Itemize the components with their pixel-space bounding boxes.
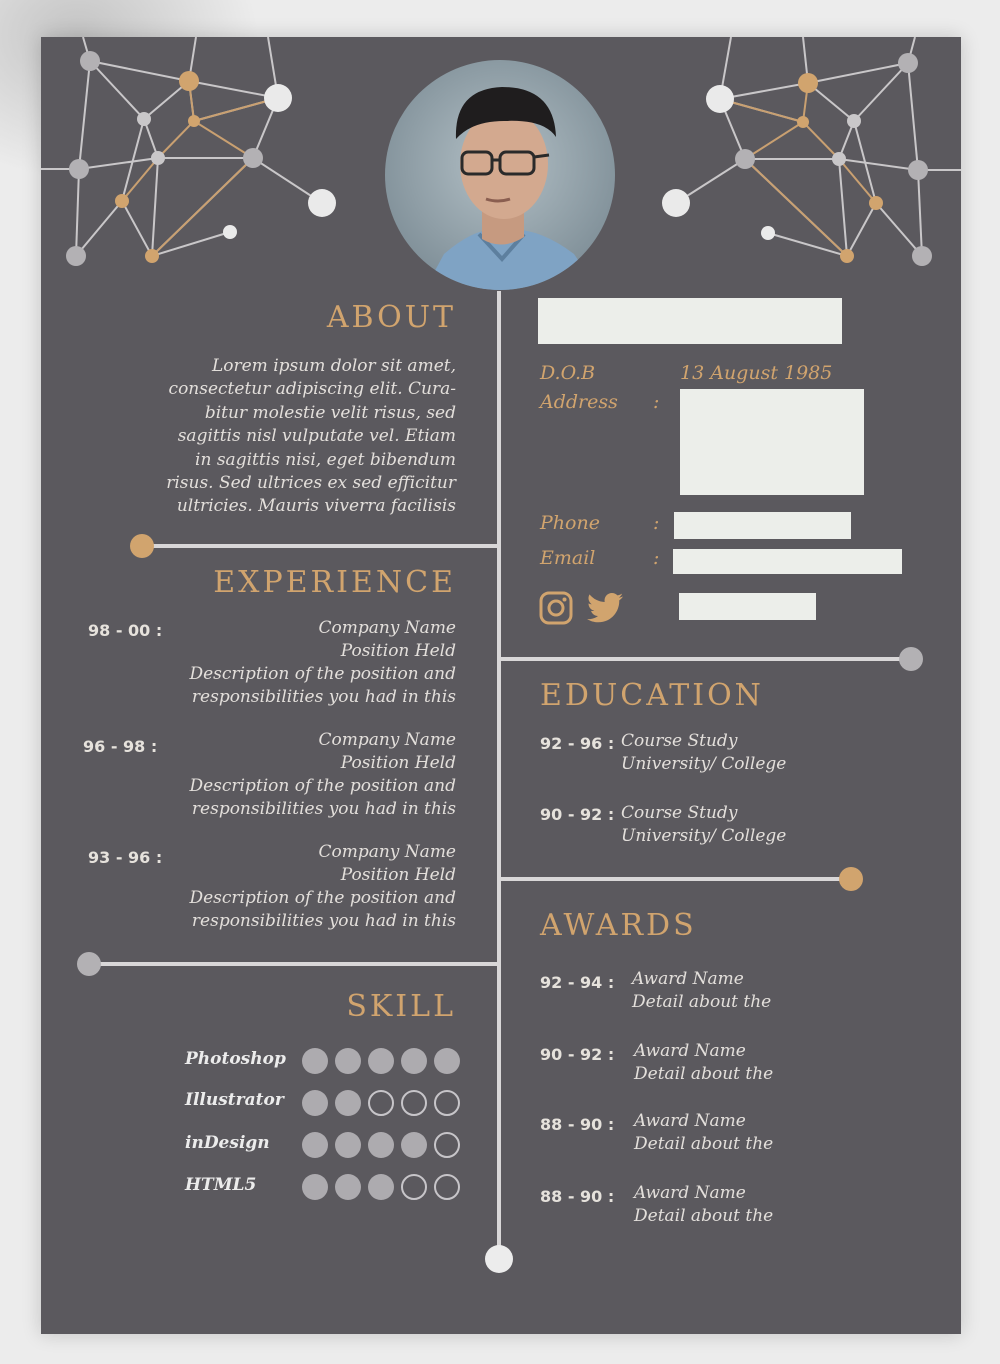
skill-dot-empty	[434, 1132, 460, 1158]
skill-dot-filled	[368, 1048, 394, 1074]
about-line: in sagittis nisi, eget bibendum	[195, 449, 456, 470]
about-line: bitur molestie velit risus, sed	[204, 402, 456, 423]
about-text	[156, 355, 456, 519]
award-date: 88 - 90 :	[540, 1187, 615, 1206]
skill-dot-filled	[302, 1048, 328, 1074]
timeline-end-dot	[485, 1245, 513, 1273]
award-date: 90 - 92 :	[540, 1045, 615, 1064]
skill-dot-filled	[335, 1090, 361, 1116]
position-description: Description of the position and	[189, 888, 456, 908]
phone-label: Phone	[540, 512, 600, 534]
about-line: consectetur adipiscing elit. Cura-	[168, 379, 456, 400]
company-name: Company Name	[318, 842, 456, 862]
email-label: Email	[540, 547, 596, 569]
education-divider-line	[499, 877, 851, 881]
skill-name: Photoshop	[185, 1049, 286, 1069]
experience-heading: EXPERIENCE	[213, 565, 456, 600]
education-divider-dot	[839, 867, 863, 891]
award-detail: Detail about the	[634, 1064, 774, 1084]
award-name: Award Name	[632, 969, 744, 989]
skill-dot-filled	[302, 1132, 328, 1158]
education-date: 90 - 92 :	[540, 805, 615, 824]
skill-dot-filled	[368, 1132, 394, 1158]
award-item	[634, 1110, 773, 1156]
skill-dot-empty	[401, 1090, 427, 1116]
education-item	[621, 802, 786, 848]
position-description: Description of the position and	[189, 664, 456, 684]
award-item	[632, 968, 771, 1014]
skill-dot-filled	[302, 1174, 328, 1200]
position-description: Description of the position and	[189, 776, 456, 796]
skill-dot-filled	[401, 1048, 427, 1074]
skill-rating-dots	[302, 1048, 462, 1208]
award-detail: Detail about the	[634, 1134, 774, 1154]
profile-photo	[384, 59, 616, 291]
dob-label: D.O.B	[540, 362, 596, 384]
experience-date: 93 - 96 :	[88, 848, 163, 867]
skill-dot-filled	[335, 1132, 361, 1158]
address-label: Address	[540, 391, 618, 413]
email-colon: :	[653, 547, 660, 569]
skill-dot-filled	[434, 1048, 460, 1074]
skill-name: inDesign	[185, 1133, 270, 1153]
skill-dot-filled	[335, 1048, 361, 1074]
skill-dot-empty	[368, 1090, 394, 1116]
phone-colon: :	[653, 512, 660, 534]
award-detail: Detail about the	[634, 1206, 774, 1226]
education-date: 92 - 96 :	[540, 734, 615, 753]
experience-divider-dot	[77, 952, 101, 976]
position-held: Position Held	[340, 865, 456, 885]
award-date: 92 - 94 :	[540, 973, 615, 992]
skill-dot-empty	[434, 1174, 460, 1200]
about-line: Lorem ipsum dolor sit amet,	[211, 356, 456, 376]
award-item	[634, 1040, 773, 1086]
company-name: Company Name	[318, 618, 456, 638]
skill-dot-filled	[335, 1174, 361, 1200]
twitter-icon[interactable]	[587, 593, 623, 623]
experience-divider-line	[89, 962, 499, 966]
experience-item	[156, 617, 456, 709]
university-college: University/ College	[621, 826, 787, 846]
network-graphic-right	[651, 37, 961, 277]
position-held: Position Held	[340, 641, 456, 661]
email-redacted	[673, 549, 902, 574]
timeline-vertical-line	[497, 291, 501, 1259]
award-detail: Detail about the	[632, 992, 772, 1012]
experience-item	[156, 841, 456, 933]
experience-item	[156, 729, 456, 821]
skill-dot-empty	[401, 1174, 427, 1200]
university-college: University/ College	[621, 754, 787, 774]
position-description: responsibilities you had in this	[191, 799, 456, 819]
skill-dot-empty	[434, 1090, 460, 1116]
resume-page	[41, 37, 961, 1334]
about-heading: ABOUT	[326, 300, 456, 335]
skill-name: Illustrator	[185, 1090, 284, 1110]
about-line: ultricies. Mauris viverra facilisis	[176, 496, 456, 517]
experience-date: 96 - 98 :	[83, 737, 158, 756]
company-name: Company Name	[318, 730, 456, 750]
phone-redacted	[674, 512, 851, 539]
about-line: risus. Sed ultrices ex sed efficitur	[166, 473, 456, 494]
skill-heading: SKILL	[346, 989, 456, 1024]
course-study: Course Study	[621, 731, 738, 751]
social-handle-redacted	[679, 593, 816, 620]
award-name: Award Name	[634, 1041, 746, 1061]
instagram-icon[interactable]	[539, 591, 573, 625]
address-colon: :	[653, 391, 660, 413]
skill-dot-filled	[368, 1174, 394, 1200]
about-line: sagittis nisl vulputate vel. Etiam	[177, 426, 456, 447]
contact-divider-line	[499, 657, 911, 661]
skill-name: HTML5	[185, 1175, 257, 1195]
contact-divider-dot	[899, 647, 923, 671]
award-name: Award Name	[634, 1111, 746, 1131]
award-name: Award Name	[634, 1183, 746, 1203]
awards-heading: AWARDS	[540, 908, 697, 943]
award-date: 88 - 90 :	[540, 1115, 615, 1134]
education-heading: EDUCATION	[540, 678, 764, 713]
position-held: Position Held	[340, 753, 456, 773]
about-divider-dot	[130, 534, 154, 558]
course-study: Course Study	[621, 803, 738, 823]
experience-date: 98 - 00 :	[88, 621, 163, 640]
position-description: responsibilities you had in this	[191, 911, 456, 931]
position-description: responsibilities you had in this	[191, 687, 456, 707]
name-redacted	[538, 298, 842, 344]
dob-value: 13 August 1985	[680, 362, 833, 384]
address-redacted	[680, 389, 864, 495]
skill-dot-filled	[302, 1090, 328, 1116]
skill-dot-filled	[401, 1132, 427, 1158]
award-item	[634, 1182, 773, 1228]
network-graphic-left	[41, 37, 361, 277]
about-divider-line	[142, 544, 499, 548]
education-item	[621, 730, 786, 776]
